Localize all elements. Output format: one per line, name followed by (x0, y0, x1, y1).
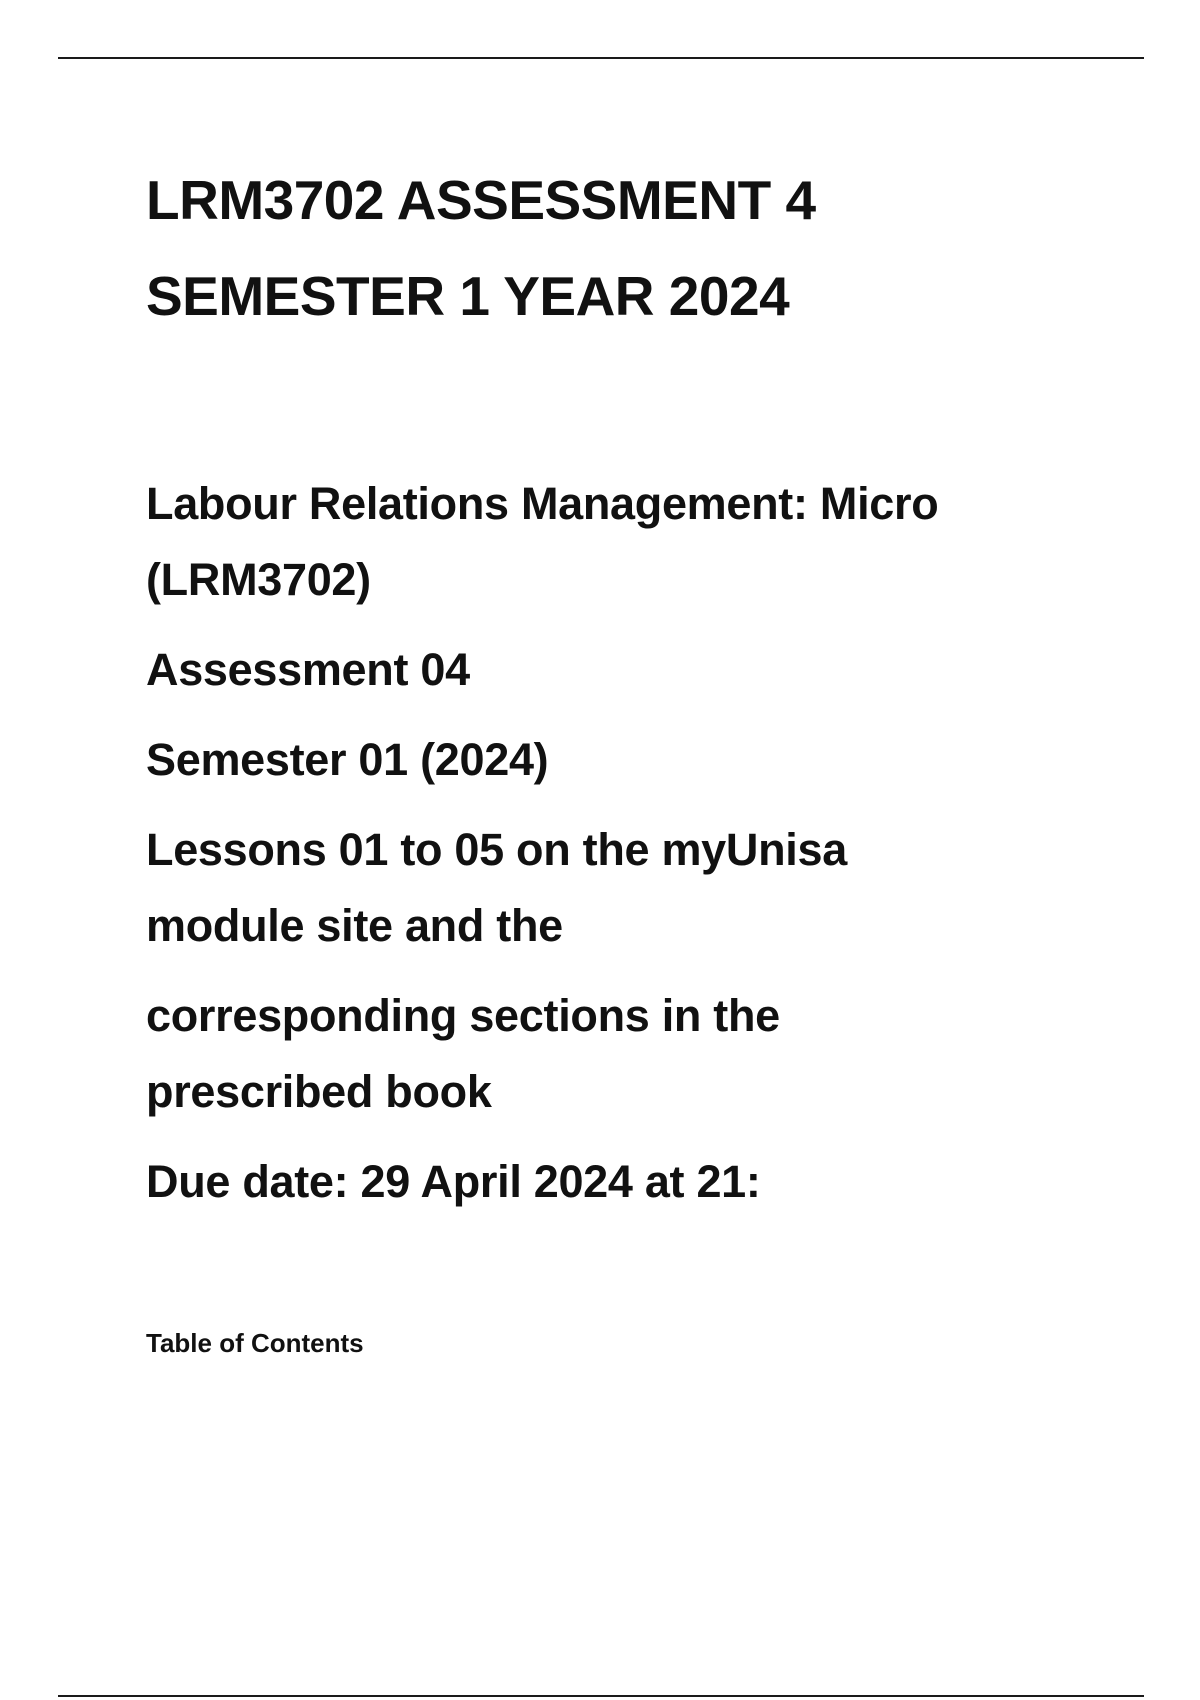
document-title (146, 152, 816, 344)
semester: Semester 01 (2024) (146, 734, 549, 785)
assessment-number: Assessment 04 (146, 644, 470, 695)
module-code-line: (LRM3702) (146, 554, 371, 605)
due-date: Due date: 29 April 2024 at 21: (146, 1156, 761, 1207)
module-name-line: Labour Relations Management: Micro (146, 478, 939, 529)
table-of-contents-heading: Table of Contents (146, 1328, 364, 1358)
top-divider (58, 57, 1144, 59)
bottom-divider (58, 1695, 1144, 1697)
assessment-details (146, 466, 938, 1234)
module-name (146, 466, 938, 618)
title-line: SEMESTER 1 YEAR 2024 (146, 265, 790, 327)
lessons-scope: Lessons 01 to 05 on the myUnisa module site and the (146, 824, 847, 951)
title-line: LRM3702 ASSESSMENT 4 (146, 169, 816, 231)
prescribed-sections: corresponding sections in the prescribed book (146, 990, 780, 1117)
